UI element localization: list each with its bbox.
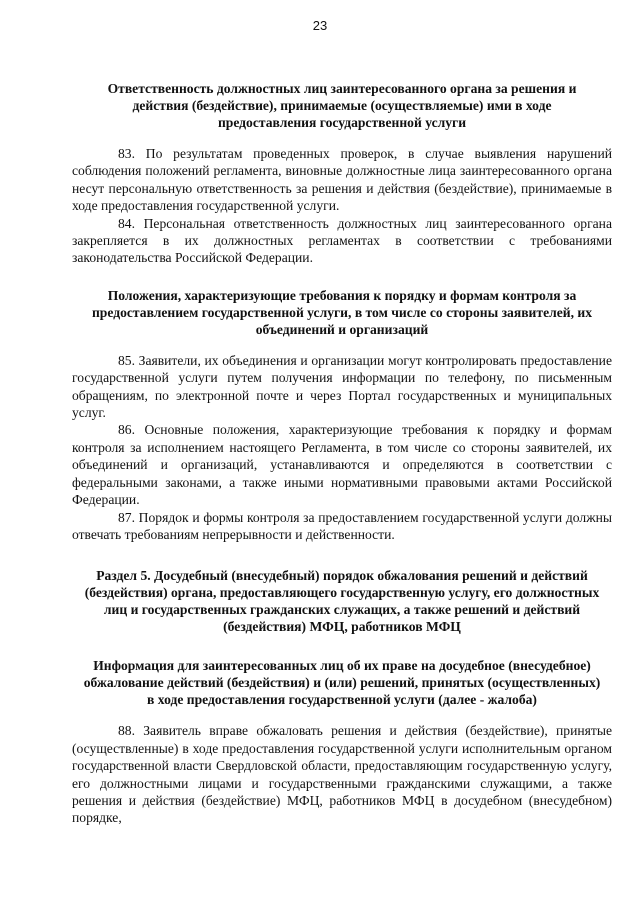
paragraph-87: 87. Порядок и формы контроля за предоставлением государственной услуги должны отвечать требованиям непрерывности и действенности. <box>72 509 612 542</box>
section-heading-control: Положения, характеризующие требования к порядку и формам контроля за предоставлением государственной услуги, в том числе со стороны заявителей, их объединений и организаций <box>91 287 593 337</box>
paragraph-85: 85. Заявители, их объединения и организации могут контролировать предоставление государственной услуги путем получения информации по телефону, по письменным обращениям, по электронной почте и через Портал государственных и муниципальных услуг. <box>72 352 612 421</box>
paragraph-84: 84. Персональная ответственность должностных лиц заинтересованного органа закрепляется в их должностных регламентах в соответствии с требованиями законодательства Российской Федерации. <box>72 215 612 266</box>
document-body <box>72 62 612 827</box>
paragraph-83: 83. По результатам проведенных проверок, в случае выявления нарушений соблюдения положений регламента, виновные должностные лица заинтересованного органа несут персональную ответственность за решения и действия (бездействие), принимаемые в ходе предоставления государственной услуги. <box>72 146 612 214</box>
section-heading-responsibility: Ответственность должностных лиц заинтересованного органа за решения и действия (бездействие), принимаемые (осуществляемые) ими в ходе предоставления государственной услуги <box>107 81 577 130</box>
paragraph-86: 86. Основные положения, характеризующие требования к порядку и формам контроля за исполнением настоящего Регламента, в том числе со стороны заявителей, их объединений и организаций, устанавливаются и определяются в соответствии с федеральными законами, а также иными нормативными правовыми актами Российской Федерации. <box>72 422 612 508</box>
section-heading-part-5: Раздел 5. Досудебный (внесудебный) порядок обжалования решений и действий (бездействия) органа, предоставляющего государственную услугу, его должностных лиц и государственных гражданских служащих, а также решений и действий (бездействия) МФЦ, работников МФЦ <box>84 568 600 635</box>
page-number: 23 <box>312 18 328 33</box>
section-heading-appeal-info: Информация для заинтересованных лиц об их праве на досудебное (внесудебное) обжалование действий (бездействия) и (или) решений, принятых (осуществленных) в ходе предоставления государственной услуги (далее - жалоба) <box>83 658 601 708</box>
paragraph-88: 88. Заявитель вправе обжаловать решения и действия (бездействие), принятые (осуществленные) в ходе предоставления государственной услуги исполнительным органом государственной власти Свердловской области, предоставляющим государственную услугу, его должностными лицами и государственными гражданскими служащими, а также решения и действия (бездействие) МФЦ, работников МФЦ в досудебном (внесудебном) порядке, <box>72 723 612 826</box>
